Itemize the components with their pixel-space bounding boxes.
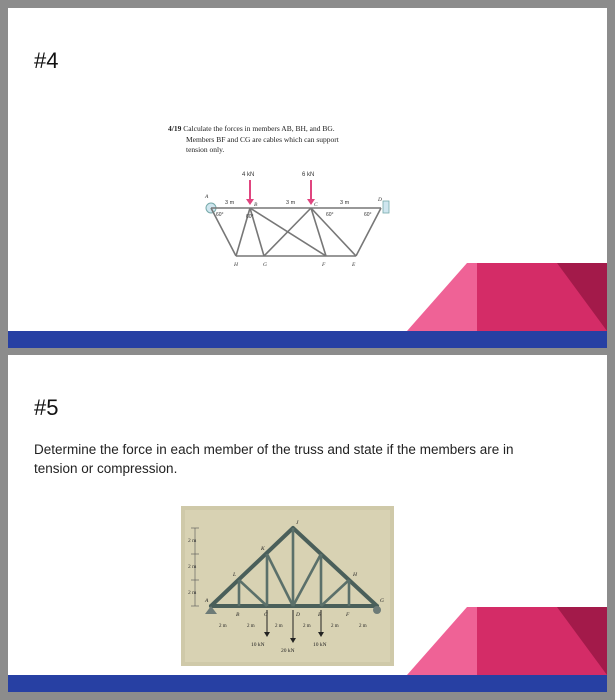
angle-b: 60° [246,214,254,220]
height-label-2: 2 m [188,564,197,570]
roller-support-d [383,201,389,213]
height-label-3: 2 m [188,590,197,596]
node-h: H [353,572,357,578]
node-h: H [234,262,238,268]
node-e: E [318,612,322,618]
node-f: F [322,262,326,268]
load-label-20kn: 20 kN [281,648,295,654]
span-2: 2 m [247,624,255,629]
problem-line-3: tension only. [186,145,225,154]
angle-c: 60° [326,212,334,218]
problem-line-2: Members BF and CG are cables which can support [186,134,339,144]
height-label-1: 2 m [188,538,197,544]
slide-4 [8,8,607,348]
node-j: J [296,520,299,526]
roller-support-g [373,606,381,614]
node-k: K [261,546,265,552]
problem-line-1: Determine the force in each member of the truss and state if the members are in [34,442,514,457]
problem-line-1: Calculate the forces in members AB, BH, and BG. [183,124,335,133]
slide-bottom-bar [8,331,607,348]
span-cd: 3 m [340,200,350,206]
load-label-10kn-right: 10 kN [313,642,327,648]
span-1: 2 m [219,624,227,629]
slide-number: #4 [34,48,59,73]
node-b: B [236,612,240,618]
span-5: 2 m [331,624,339,629]
span-ab: 3 m [225,200,235,206]
node-f: F [346,612,350,618]
slide-number: #5 [34,395,59,420]
node-a: A [205,598,209,604]
angle-d: 60° [364,212,372,218]
node-c: C [314,202,318,208]
span-4: 2 m [303,624,311,629]
span-bc: 3 m [286,200,296,206]
angle-a: 60° [216,212,224,218]
node-a: A [205,194,209,200]
load-arrowhead-4kn [246,199,254,205]
truss-photo-5 [181,506,394,666]
node-d: D [296,612,300,618]
slide-bottom-bar [8,675,607,692]
problem-statement [168,124,423,156]
truss-figure-4 [198,168,398,273]
node-d: D [378,197,382,203]
load-label-6kn: 6 kN [302,172,315,178]
node-l: L [233,572,237,578]
load-label-10kn-left: 10 kN [251,642,265,648]
node-e: E [352,262,356,268]
slide-decoration [407,607,607,675]
problem-line-2: tension or compression. [34,461,178,476]
node-b: B [254,202,258,208]
span-3: 2 m [275,624,283,629]
node-g: G [380,598,384,604]
node-g: G [263,262,267,268]
slide-decoration [407,263,607,331]
span-6: 2 m [359,624,367,629]
slide-5 [8,355,607,692]
node-c: C [264,612,268,618]
load-label-4kn: 4 kN [242,172,255,178]
problem-number: 4/19 [168,124,182,133]
problem-statement [34,440,574,478]
